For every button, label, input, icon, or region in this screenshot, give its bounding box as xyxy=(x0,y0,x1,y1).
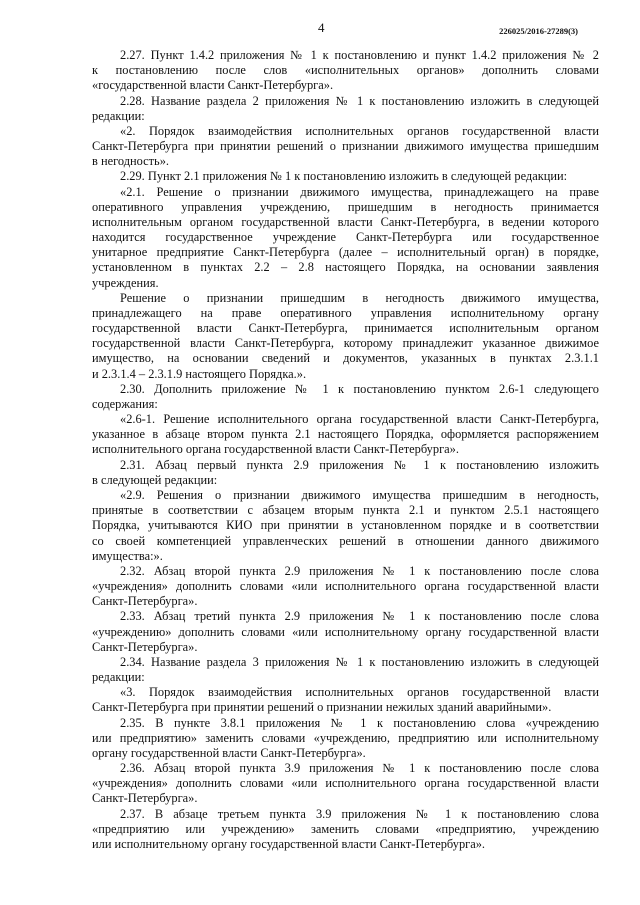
text-line: «учреждения» дополнить словами «или исполнительного органа государственной власти xyxy=(92,579,599,594)
text-line: имущества:». xyxy=(92,548,163,563)
text-line: редакции: xyxy=(92,108,145,123)
text-line: «2.6-1. Решение исполнительного органа государственной власти Санкт-Петербурга, xyxy=(120,412,599,427)
text-line: или предприятию» заменить словами «учреждению, предприятию или исполнительному xyxy=(92,730,599,745)
text-line: «2. Порядок взаимодействия исполнительных органов государственной власти xyxy=(120,123,599,138)
text-line: «предприятию или учреждению» заменить словами «предприятию, учреждению xyxy=(92,821,599,836)
text-line: исполнительного органа государственной власти Санкт-Петербурга». xyxy=(92,442,459,457)
text-line: Санкт-Петербурга». xyxy=(92,594,198,609)
text-line: «учреждению» дополнить словами «или исполнительному органу государственной власти xyxy=(92,624,599,639)
text-line: Санкт-Петербурга при принятии решений о признании нежилых зданий аварийными». xyxy=(92,700,552,715)
text-line: редакции: xyxy=(92,670,145,685)
text-line: содержания: xyxy=(92,396,158,411)
text-line: исполнительным органом государственной власти Санкт-Петербурга, в ведении которого xyxy=(92,214,599,229)
text-line: государственной власти Санкт-Петербурга, принимается исполнительным органом xyxy=(92,321,599,336)
text-line: 2.34. Название раздела 3 приложения № 1 к постановлению изложить в следующей xyxy=(120,654,599,669)
text-line: установленном в пунктах 2.2 – 2.8 настоящего Порядка, на основании заявления xyxy=(92,260,599,275)
text-line: «2.9. Решения о признании движимого имущества пришедшим в негодность, xyxy=(120,487,599,502)
text-line: Санкт-Петербурга». xyxy=(92,791,198,806)
text-line: находится государственное учреждение Санкт-Петербурга или государственное xyxy=(92,230,599,245)
text-line: унитарное предприятие Санкт-Петербурга (далее – исполнительный орган) в порядке, xyxy=(92,245,599,260)
text-line: со своей компетенцией управленческих решений в отношении данного движимого xyxy=(92,533,599,548)
text-line: принадлежащего на праве оперативного управления исполнительному органу xyxy=(92,305,599,320)
document-body xyxy=(92,48,599,852)
text-line: Санкт-Петербурга». xyxy=(92,639,198,654)
text-line: учреждения. xyxy=(92,275,159,290)
text-line: 2.28. Название раздела 2 приложения № 1 к постановлению изложить в следующей xyxy=(120,93,599,108)
text-line: «учреждения» дополнить словами «или исполнительного органа государственной власти xyxy=(92,776,599,791)
text-line: государственной власти Санкт-Петербурга, которому принадлежит указанное движимое xyxy=(92,336,599,351)
text-line: или исполнительному органу государственной власти Санкт-Петербурга». xyxy=(92,836,486,851)
text-line: «государственной власти Санкт-Петербурга». xyxy=(92,78,334,93)
text-line: в следующей редакции: xyxy=(92,472,218,487)
text-line: 2.32. Абзац второй пункта 2.9 приложения № 1 к постановлению после слова xyxy=(120,563,599,578)
text-line: 2.30. Дополнить приложение № 1 к постановлению пунктом 2.6-1 следующего xyxy=(120,381,599,396)
page-number: 4 xyxy=(318,20,325,35)
text-line: указанное в абзаце втором пункта 2.1 настоящего Порядка, оформляется распоряжением xyxy=(92,427,599,442)
text-line: 2.31. Абзац первый пункта 2.9 приложения № 1 к постановлению изложить xyxy=(120,457,599,472)
text-line: принятые в соответствии с абзацем вторым пункта 2.1 и пунктом 2.5.1 настоящего xyxy=(92,503,599,518)
document-id: 226025/2016-27289(3) xyxy=(499,26,578,36)
text-line: в негодность». xyxy=(92,154,169,169)
text-line: 2.29. Пункт 2.1 приложения № 1 к постановлению изложить в следующей редакции: xyxy=(120,169,568,184)
text-line: Порядка, учитываются КИО при принятии в установленном порядке и в соответствии xyxy=(92,518,599,533)
text-line: 2.27. Пункт 1.4.2 приложения № 1 к постановлению и пункт 1.4.2 приложения № 2 xyxy=(120,48,599,62)
text-line: 2.35. В пункте 3.8.1 приложения № 1 к постановлению слова «учреждению xyxy=(120,715,599,730)
text-line: 2.37. В абзаце третьем пункта 3.9 приложения № 1 к постановлению слова xyxy=(120,806,599,821)
text-line: имущество, на основании сведений и документов, указанных в пунктах 2.3.1.1 xyxy=(92,351,599,366)
text-line: Санкт-Петербурга при принятии решений о признании движимого имущества пришедшим xyxy=(92,139,599,154)
text-line: 2.36. Абзац второй пункта 3.9 приложения № 1 к постановлению после слова xyxy=(120,761,599,776)
text-line: «2.1. Решение о признании движимого имущества, принадлежащего на праве xyxy=(120,184,599,199)
text-line: и 2.3.1.4 – 2.3.1.9 настоящего Порядка.». xyxy=(92,366,307,381)
text-line: оперативного управления учреждению, пришедшим в негодность принимается xyxy=(92,199,599,214)
text-line: Решение о признании пришедшим в негодность движимого имущества, xyxy=(120,290,599,305)
text-line: к постановлению после слов «исполнительных органов» дополнить словами xyxy=(92,63,599,78)
text-line: органу государственной власти Санкт-Петербурга». xyxy=(92,745,366,760)
text-line: 2.33. Абзац третий пункта 2.9 приложения № 1 к постановлению после слова xyxy=(120,609,599,624)
text-line: «3. Порядок взаимодействия исполнительных органов государственной власти xyxy=(120,685,599,700)
